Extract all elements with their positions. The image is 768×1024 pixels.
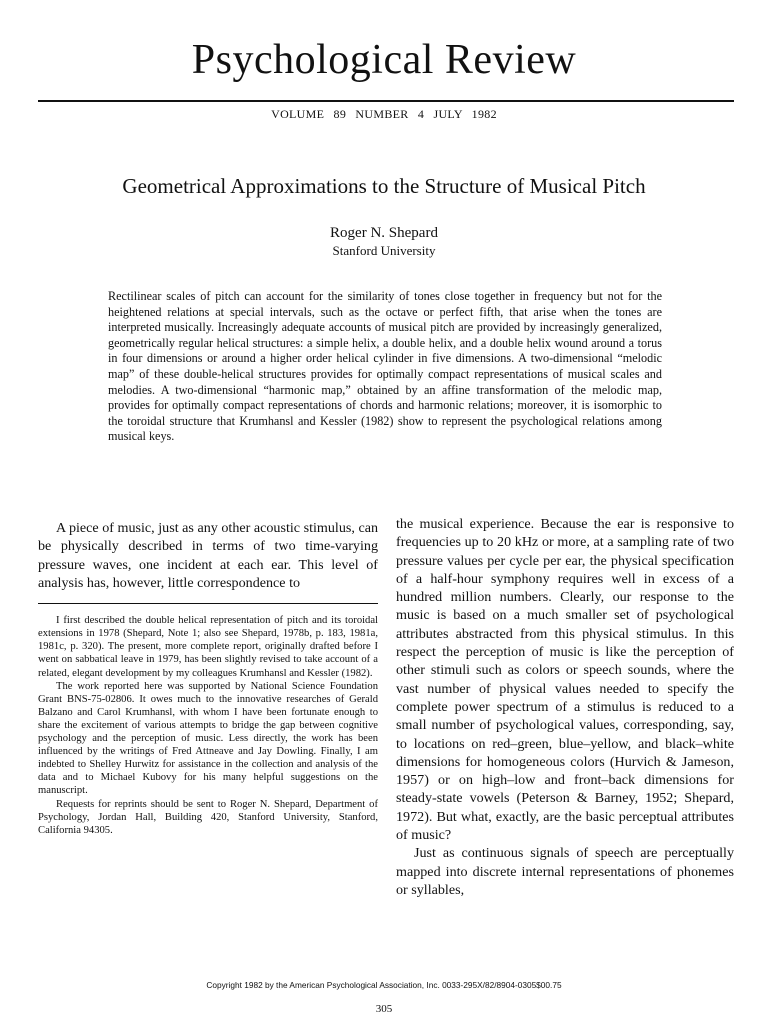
header-rule — [38, 100, 734, 102]
footnote-funding: The work reported here was supported by National Science Foundation Grant BNS-75-02806. It owes much to the innovative researches of Gerald Balzano and Carol Krumhansl, with whom I have been fortunate enough to share the excitement of various attempts to bridge the gap between cognitive psychology and the perception of music. Less directly, the work has been influenced by the writings of Fred Attneave and Jay Dowling. Finally, I am indebted to Shelley Hurwitz for assistance in the collection and analysis of the data and to Michael Kubovy for his many helpful suggestions on the manuscript. — [38, 680, 378, 797]
left-column — [38, 519, 378, 837]
author-name: Roger N. Shepard — [330, 225, 438, 241]
article-title: Geometrical Approximations to the Structure of Musical Pitch — [122, 174, 646, 198]
body-paragraph-2: Just as continuous signals of speech are perceptually mapped into discrete internal representations of phonemes or syllables, — [396, 845, 734, 898]
footnote-reprints: Requests for reprints should be sent to Roger N. Shepard, Department of Psychology, Jordan Hall, Building 420, Stanford University, Stanford, California 94305. — [38, 798, 378, 836]
author-affiliation: Stanford University — [332, 243, 436, 258]
page-number: 305 — [375, 1003, 393, 1015]
copyright-line: Copyright 1982 by the American Psychological Association, Inc. 0033-295X/82/8904-0305$00.75 — [206, 980, 562, 990]
issue-line: VOLUME 89 NUMBER 4 JULY 1982 — [271, 107, 497, 121]
footnote-rule — [38, 603, 378, 604]
body-paragraph-1: the musical experience. Because the ear is responsive to frequencies up to 20 kHz or more, at a sampling rate of two pressure values per cycle per ear, the physical specification of a half-hour symphony requires well in excess of a hundred million numbers. Clearly, our response to the music is based on a much smaller set of psychological attributes abstracted from this physical stimulus. In this respect the perception of music is like the perception of other stimuli such as colors or speech sounds, where the vast number of physical values needed to specify the complete power spectrum of a stimulus is reduced to a small number of psychological values, corresponding, say, to locations on red–green, blue–yellow, and black–white dimensions for homogeneous colors (Hurvich & Jameson, 1957) or on high–low and front–back dimensions for steady-state vowels (Peterson & Barney, 1952; Shepard, 1972). But what, exactly, are the basic perceptual attributes of music? — [396, 516, 734, 844]
abstract: Rectilinear scales of pitch can account for the similarity of tones close together in frequency but not for the heightened relations at special intervals, such as the octave or perfect fifth, that arise when the tones are interpreted musically. Increasingly adequate accounts of musical pitch are provided by increasingly generalized, geometrically regular helical structures: a simple helix, a double helix, and a double helix wound around a torus in four dimensions or around a higher order helical cylinder in five dimensions. A two-dimensional “melodic map” of these double-helical structures provides for optimally compact representations of musical scales and melodies. A two-dimensional “harmonic map,” obtained by an affine transformation of the melodic map, provides for optimally compact representations of chords and harmonic relations; moreover, it is isomorphic to the toroidal structure that Krumhansl and Kessler (1982) show to represent the psychological relations among musical keys. — [108, 289, 662, 444]
right-column — [396, 515, 734, 899]
journal-title: Psychological Review — [191, 37, 577, 83]
body-paragraph-intro: A piece of music, just as any other acoustic stimulus, can be physically described in terms of two time-varying pressure waves, one incident at each ear. This level of analysis has, however, little correspondence to — [38, 520, 378, 591]
footnote-acknowledgment: I first described the double helical representation of pitch and its toroidal extensions in 1978 (Shepard, Note 1; also see Shepard, 1978b, p. 183, 1981a, 1981c, p. 320). The present, more complete report, originally drafted before I went on sabbatical leave in 1979, has been slightly revised to take account of a related, elegant development by my colleagues Krumhansl and Kessler (1982). — [38, 615, 378, 679]
